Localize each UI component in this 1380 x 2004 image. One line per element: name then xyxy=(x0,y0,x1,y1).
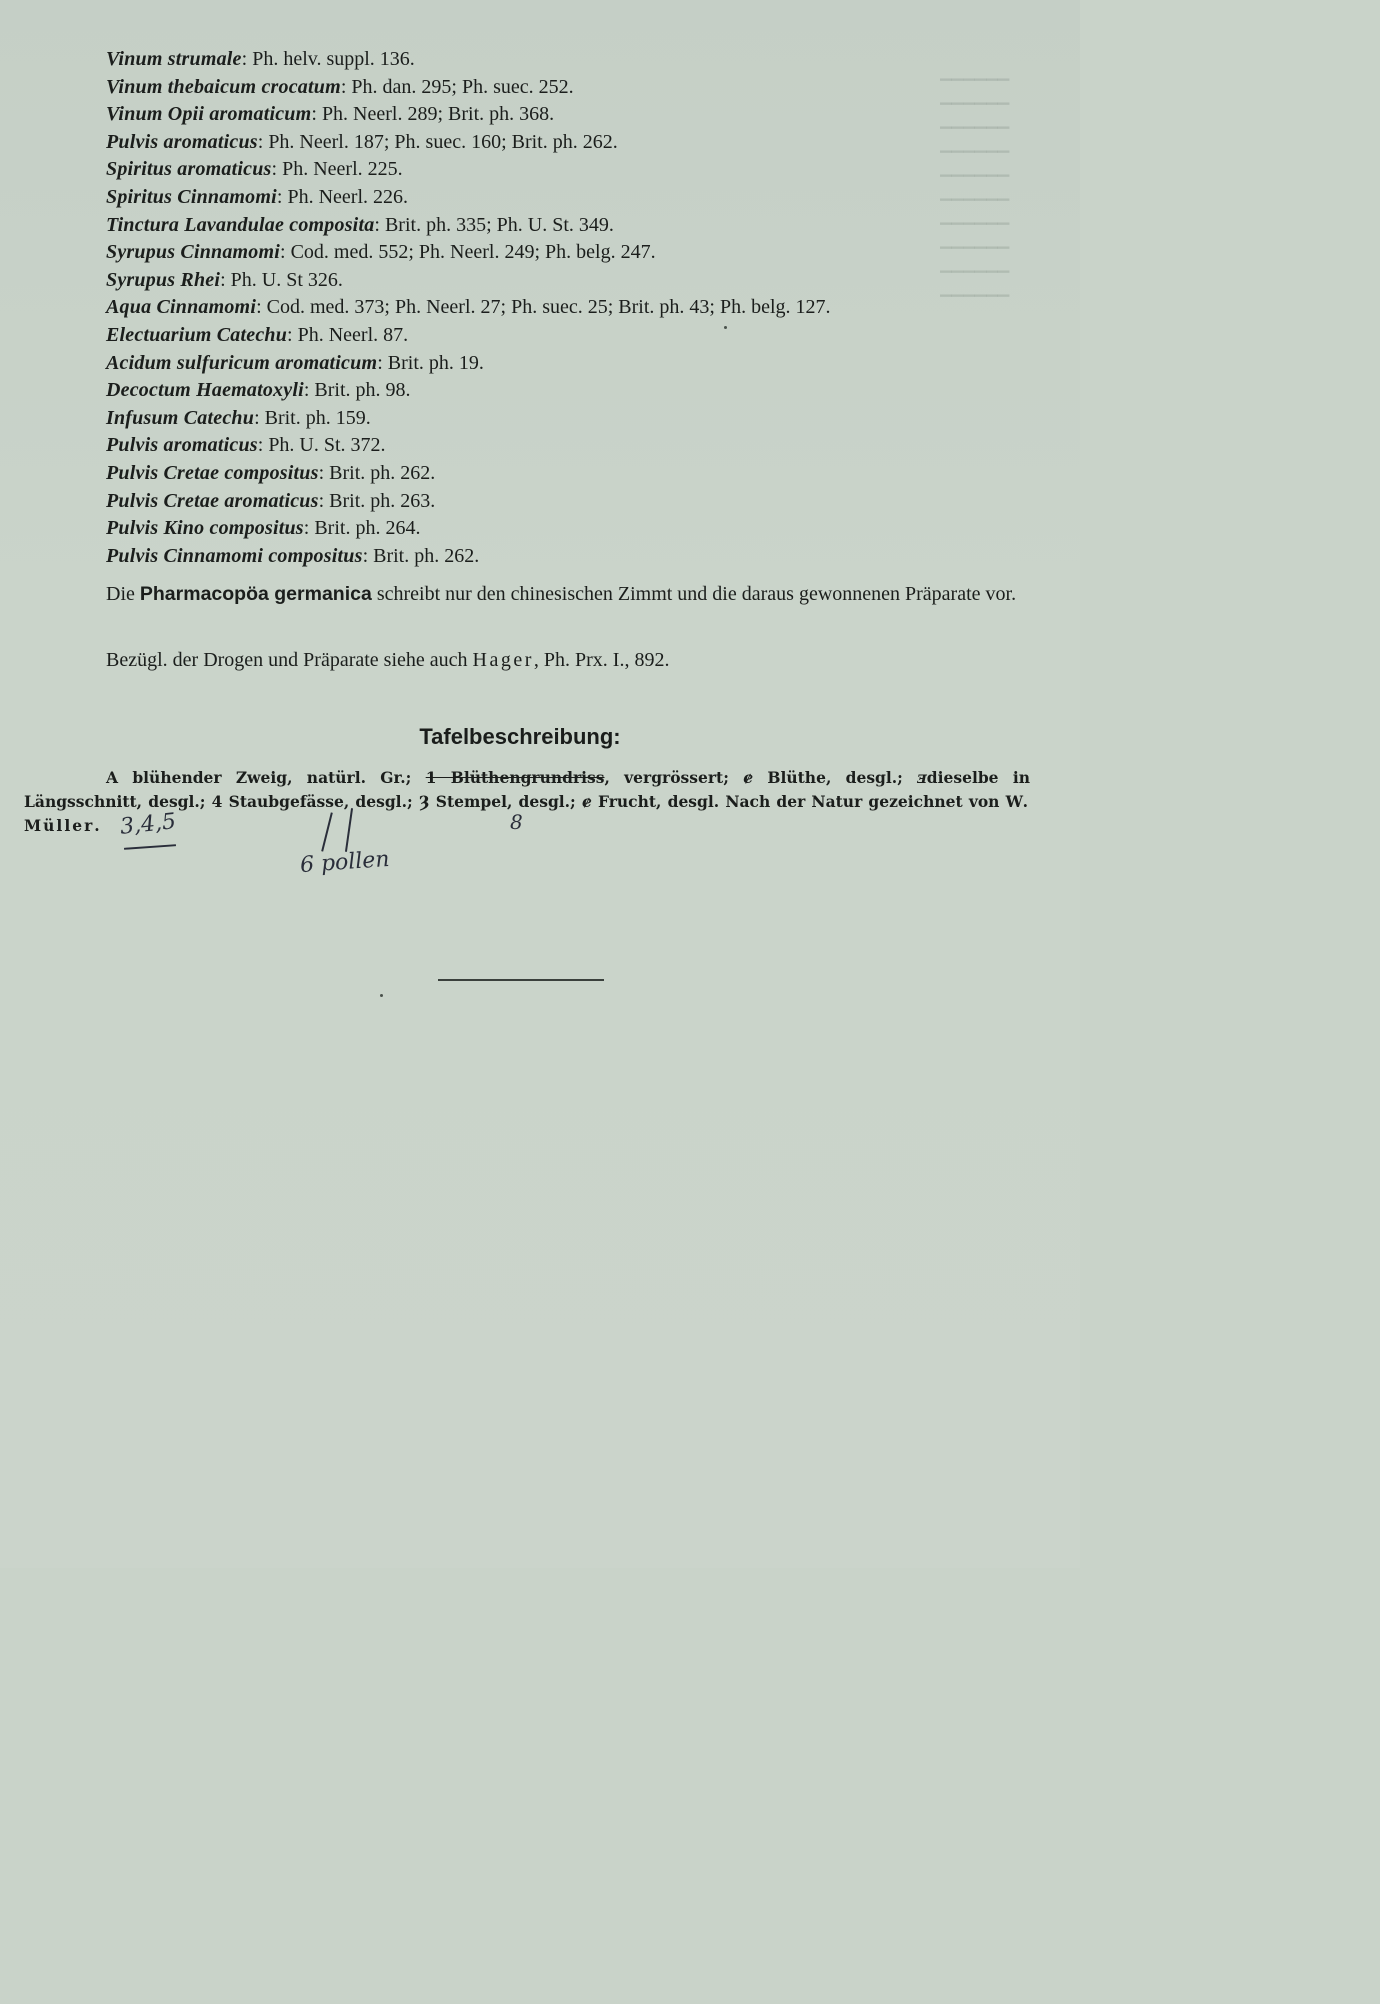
pharmacopoeia-sources: Brit. ph. 262. xyxy=(373,544,480,567)
reference-note xyxy=(106,644,1006,676)
preparation-name: Pulvis Kino compositus xyxy=(106,517,304,540)
preparation-name: Pulvis aromaticus xyxy=(106,130,258,153)
legend-e: Stempel, desgl.; xyxy=(435,792,576,811)
pharmacopoeia-sources: Ph. U. St. 372. xyxy=(268,434,386,457)
separator: : xyxy=(254,406,265,429)
preparation-name: Syrupus Rhei xyxy=(106,268,221,291)
preparation-name: Infusum Catechu xyxy=(106,406,255,429)
preparation-entry xyxy=(106,460,1006,488)
pharmacopoeia-sources: Brit. ph. 19. xyxy=(387,351,484,374)
separator: : xyxy=(280,241,291,264)
preparation-name: Tinctura Lavandulae composita xyxy=(106,213,375,236)
preparation-name: Spiritus Cinnamomi xyxy=(106,185,277,208)
handwritten-6-mark: ɇ xyxy=(581,792,592,811)
separator: : xyxy=(241,48,253,70)
preparation-name: Electuarium Catechu xyxy=(106,323,288,346)
separator: : xyxy=(303,517,315,540)
pharmacopoeia-sources: Ph. Neerl. 187; Ph. suec. 160; Brit. ph. 262. xyxy=(268,130,618,153)
preparation-entry xyxy=(106,322,1006,350)
preparation-entry xyxy=(106,432,1006,460)
para-rest: schreibt nur den chinesischen Zimmt und die daraus gewonnenen Präparate vor. xyxy=(376,583,1017,605)
pharmacopoeia-sources: Cod. med. 373; Ph. Neerl. 27; Ph. suec. 25; Brit. ph. 43; Ph. belg. 127. xyxy=(266,296,831,319)
legend-a: A blühender Zweig, natürl. Gr.; xyxy=(106,768,412,787)
separator: : xyxy=(287,323,298,346)
handwritten-pollen-note: 6 pollen xyxy=(299,846,391,879)
legend-f: Frucht, desgl. Nach der Natur gezeichnet von xyxy=(598,792,1000,811)
preparation-name: Vinum Opii aromaticum xyxy=(106,103,312,126)
pharmacopoeia-sources: Brit. ph. 262. xyxy=(329,461,436,484)
preparation-name: Pulvis Cretae aromaticus xyxy=(106,489,319,512)
separator: : xyxy=(257,434,269,457)
pharmacopoeia-sources: Ph. U. St 326. xyxy=(230,268,343,291)
speck xyxy=(724,326,727,329)
preparation-entry xyxy=(106,294,1006,322)
handwritten-numbers: 3,4,5 xyxy=(118,809,178,840)
pharmacopoeia-sources: Ph. Neerl. 226. xyxy=(287,185,409,208)
separator: : xyxy=(271,158,283,181)
preparation-name: Vinum strumale xyxy=(106,48,242,70)
pharmacopoeia-sources: Brit. ph. 98. xyxy=(314,379,411,402)
preparation-name: Vinum thebaicum crocatum xyxy=(106,75,341,98)
separator: : xyxy=(220,268,231,291)
speck xyxy=(380,994,383,997)
pharmacopoeia-sources: Brit. ph. 159. xyxy=(264,406,371,429)
preparation-entry xyxy=(106,101,1006,129)
pharmacopoeia-sources: Ph. helv. suppl. 136. xyxy=(252,48,415,70)
handwritten-eight: 8 xyxy=(510,810,523,834)
legend-b: , vergrössert; xyxy=(604,768,729,787)
preparation-name: Pulvis Cinnamomi compositus xyxy=(106,544,363,567)
preparation-entry xyxy=(106,543,1006,571)
preparation-entry xyxy=(106,515,1006,543)
note-author: Hager xyxy=(472,649,534,671)
preparation-entry xyxy=(106,156,1006,184)
preparation-name: Pulvis Cretae compositus xyxy=(106,461,319,484)
separator: : xyxy=(340,75,352,98)
separator: : xyxy=(318,461,330,484)
preparation-entry xyxy=(106,488,1006,516)
preparation-entry xyxy=(106,239,1006,267)
section-rule xyxy=(438,979,604,981)
preparation-name: Syrupus Cinnamomi xyxy=(106,241,281,264)
preparation-name: Acidum sulfuricum aromaticum xyxy=(106,351,378,374)
separator: : xyxy=(318,489,330,512)
pharmacopoeia-sources: Ph. Neerl. 87. xyxy=(297,323,409,346)
preparation-entry xyxy=(106,212,1006,240)
handwritten-5-mark: Ȝ xyxy=(418,792,430,811)
preparation-name: Aqua Cinnamomi xyxy=(106,296,257,319)
note-citation: , Ph. Prx. I., 892. xyxy=(533,649,670,671)
preparation-entry xyxy=(106,377,1006,405)
pharmacopoeia-sources: Brit. ph. 263. xyxy=(329,489,436,512)
legend-d: dieselbe in Längsschnitt, desgl.; 4 Staubgefässe, desgl.; xyxy=(24,768,1030,811)
legend-c: Blüthe, desgl.; xyxy=(767,768,903,787)
separator: : xyxy=(276,185,288,208)
pharmacopoeia-sources: Ph. Neerl. 225. xyxy=(282,158,403,181)
preparation-name: Pulvis aromaticus xyxy=(106,434,258,457)
plate-description-title: Tafelbeschreibung: xyxy=(419,724,621,749)
bleed-through: ▁▁▁▁▁▁ ▁▁▁▁▁▁ ▁▁▁▁▁▁ ▁▁▁▁▁▁ ▁▁▁▁▁▁ ▁▁▁▁▁▁ ▁▁▁▁▁▁ ▁▁▁▁▁▁ ▁▁▁▁▁▁ ▁▁▁▁▁▁ xyxy=(940,63,1010,297)
pharmacopoeia-sources: Brit. ph. 264. xyxy=(314,517,421,540)
pharmacopoeia-sources: Brit. ph. 335; Ph. U. St. 349. xyxy=(384,213,614,236)
separator: : xyxy=(377,351,388,374)
separator: : xyxy=(303,379,315,402)
separator: : xyxy=(256,296,267,319)
preparation-entry xyxy=(106,184,1006,212)
para-intro: Die xyxy=(106,583,135,605)
legend-artist: W. Müller xyxy=(24,792,1030,835)
separator: : xyxy=(362,544,374,567)
preparation-list xyxy=(106,46,1006,570)
preparation-name: Spiritus aromaticus xyxy=(106,158,272,181)
preparation-entry xyxy=(106,129,1006,157)
pharmacopoea-title: Pharmacopöa germanica xyxy=(139,583,372,605)
preparation-name: Decoctum Haematoxyli xyxy=(106,379,304,402)
separator: : xyxy=(374,213,385,236)
handwritten-3-mark: ⱻ xyxy=(917,768,927,787)
note-text: Bezügl. der Drogen und Präparate siehe auch xyxy=(106,649,468,671)
legend-end: . xyxy=(94,816,100,835)
preparation-entry xyxy=(106,350,1006,378)
pharmacopoeia-sources: Ph. Neerl. 289; Brit. ph. 368. xyxy=(321,103,555,126)
preparation-entry xyxy=(106,74,1006,102)
separator: : xyxy=(257,130,269,153)
preparation-entry xyxy=(106,405,1006,433)
legend-struck: 1 Blüthengrundriss xyxy=(425,768,605,787)
pharmacopoeia-sources: Ph. dan. 295; Ph. suec. 252. xyxy=(351,75,574,98)
handwritten-stroke xyxy=(124,844,176,850)
preparation-entry xyxy=(106,46,1006,74)
pharmacopoea-paragraph xyxy=(24,578,1030,610)
preparation-entry xyxy=(106,267,1006,295)
separator: : xyxy=(311,103,322,126)
handwritten-2-mark: ɇ xyxy=(743,768,754,787)
pharmacopoeia-sources: Cod. med. 552; Ph. Neerl. 249; Ph. belg. 247. xyxy=(290,241,656,264)
